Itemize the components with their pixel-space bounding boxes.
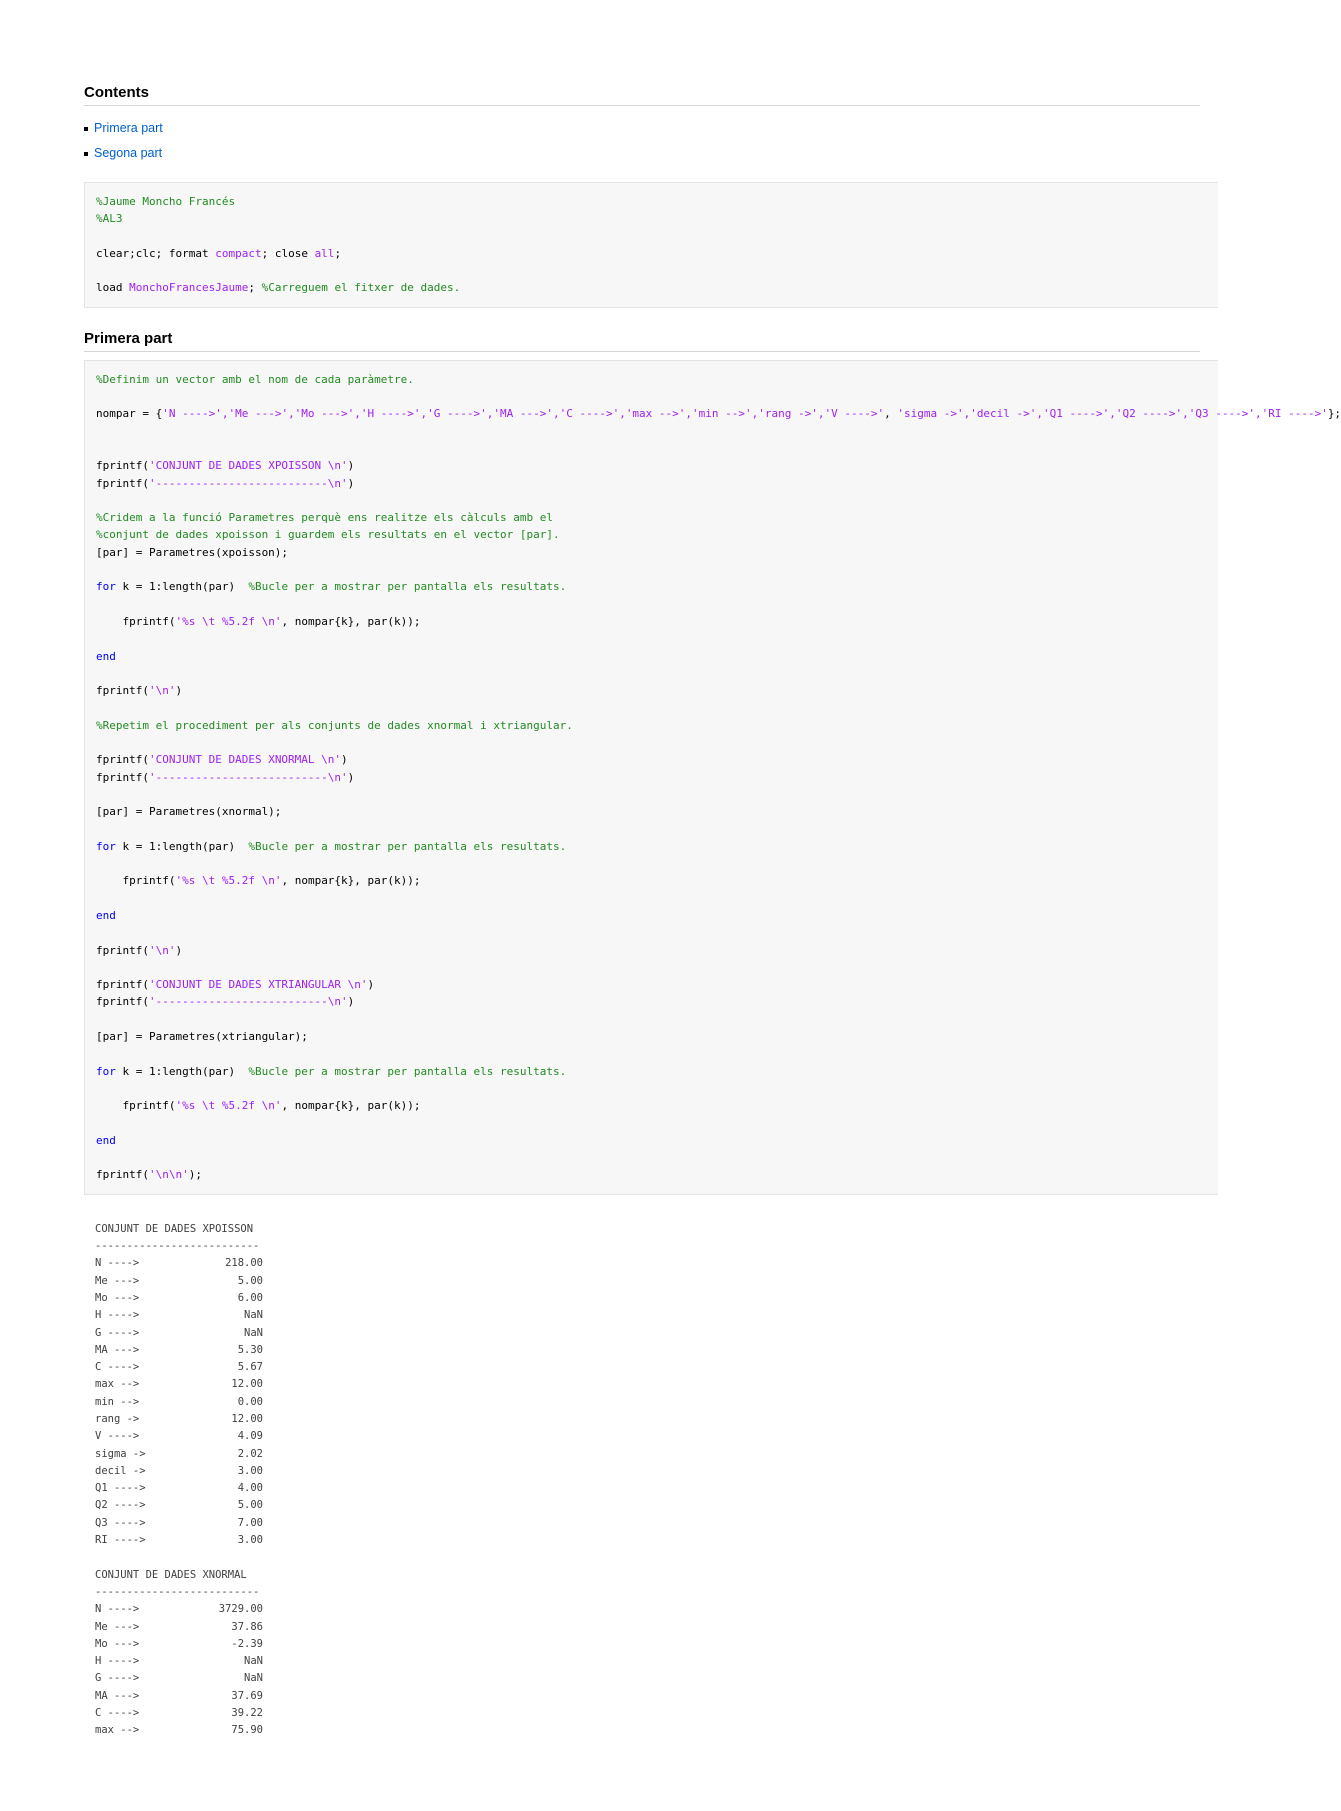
output-param-value: 37.86 <box>231 1620 263 1633</box>
code-line <box>96 890 1207 907</box>
code-comment: %Jaume Moncho Francés <box>96 195 236 208</box>
code-keyword: end <box>96 908 116 922</box>
code-line <box>96 630 1207 647</box>
code-string: all <box>314 246 335 260</box>
output-param-name: MA ---> <box>95 1689 140 1702</box>
code-text: ; <box>248 281 262 295</box>
output-row <box>95 1273 1213 1290</box>
output-row <box>95 1653 1213 1670</box>
code-text: fprintf( <box>96 770 149 784</box>
code-text: ) <box>347 459 355 473</box>
code-line <box>96 492 1207 509</box>
code-text: ) <box>347 476 355 490</box>
code-line <box>96 942 1207 959</box>
output-title: CONJUNT DE DADES XNORMAL <box>95 1568 247 1581</box>
code-line <box>96 228 1207 245</box>
output-row <box>95 1670 1213 1687</box>
code-text: ) <box>347 995 355 1009</box>
output-row <box>95 1515 1213 1532</box>
output-param-name: max --> <box>95 1378 140 1391</box>
code-string: '\n' <box>148 943 176 957</box>
code-comment: %Bucle per a mostrar per pantalla els resultats. <box>248 839 567 853</box>
output-row <box>95 1705 1213 1722</box>
code-text: fprintf( <box>96 1099 176 1113</box>
code-line <box>96 475 1207 492</box>
code-string: '%s \t %5.2f \n' <box>175 614 282 628</box>
code-text: ) <box>367 978 375 992</box>
code-string: '%s \t %5.2f \n' <box>175 1099 282 1113</box>
code-line <box>96 596 1207 613</box>
code-text: k = 1:length(par) <box>115 580 249 594</box>
primera-part-code-block <box>84 360 1341 1195</box>
output-row <box>95 1428 1213 1445</box>
code-line <box>96 279 1207 296</box>
code-text: [par] = Parametres(xpoisson); <box>96 545 289 559</box>
output-row <box>95 1376 1213 1393</box>
output-param-value: 7.00 <box>237 1516 263 1529</box>
output-param-name: sigma -> <box>95 1447 146 1460</box>
output-row <box>95 1342 1213 1359</box>
output-param-value: 218.00 <box>225 1257 263 1270</box>
code-string: '%s \t %5.2f \n' <box>175 874 282 888</box>
code-line <box>96 544 1207 561</box>
code-line <box>96 717 1207 734</box>
code-line <box>96 613 1207 630</box>
output-param-value: 3729.00 <box>218 1603 263 1616</box>
code-text: , nompar{k}, par(k)); <box>281 874 421 888</box>
code-line <box>96 1011 1207 1028</box>
code-line <box>96 821 1207 838</box>
code-text: [par] = Parametres(xnormal); <box>96 805 282 819</box>
code-line <box>96 210 1207 227</box>
code-comment: %conjunt de dades xpoisson i guardem els resultats en el vector [par]. <box>96 528 560 542</box>
output-row <box>95 1394 1213 1411</box>
code-keyword: end <box>96 649 116 663</box>
code-comment: %Bucle per a mostrar per pantalla els resultats. <box>248 1064 567 1078</box>
code-text: ); <box>188 1168 202 1182</box>
contents-list <box>84 116 1224 166</box>
code-text: fprintf( <box>96 476 149 490</box>
output-row <box>95 1601 1213 1618</box>
code-text: fprintf( <box>96 978 149 992</box>
code-text: , nompar{k}, par(k)); <box>281 614 421 628</box>
code-text: fprintf( <box>96 1168 149 1182</box>
code-line <box>96 440 1207 457</box>
code-text: fprintf( <box>96 874 176 888</box>
link-segona-part[interactable]: Segona part <box>94 146 163 160</box>
output-param-name: MA ---> <box>95 1343 140 1356</box>
output-param-value: 5.67 <box>237 1361 263 1374</box>
output-param-name: max --> <box>95 1724 140 1737</box>
code-line <box>96 526 1207 543</box>
code-line <box>96 371 1207 388</box>
code-line <box>96 1115 1207 1132</box>
output-param-name: Q2 ----> <box>95 1499 146 1512</box>
output-param-name: V ----> <box>95 1430 140 1443</box>
code-line <box>96 993 1207 1010</box>
code-line <box>96 699 1207 716</box>
code-string: '--------------------------\n' <box>148 770 348 784</box>
code-string: '\n' <box>148 684 176 698</box>
output-param-name: Q3 ----> <box>95 1516 146 1529</box>
output-param-value: NaN <box>244 1672 263 1685</box>
code-string: 'CONJUNT DE DADES XTRIANGULAR \n' <box>148 978 368 992</box>
contents-item-primera <box>84 116 1224 141</box>
code-line <box>96 855 1207 872</box>
output-param-name: Mo ---> <box>95 1291 140 1304</box>
output-param-name: G ----> <box>95 1326 140 1339</box>
code-string: '--------------------------\n' <box>148 995 348 1009</box>
code-line <box>96 751 1207 768</box>
code-comment: %Repetim el procediment per als conjunts de dades xnormal i xtriangular. <box>96 718 573 732</box>
code-string: MonchoFrancesJaume <box>129 281 249 295</box>
code-text: fprintf( <box>96 614 176 628</box>
code-text: fprintf( <box>96 753 149 767</box>
output-param-value: 12.00 <box>231 1413 263 1425</box>
code-line <box>96 457 1207 474</box>
output-param-name: decil -> <box>95 1464 146 1477</box>
output-param-value: 0.00 <box>237 1395 263 1408</box>
intro-code-block <box>84 182 1218 308</box>
output-row <box>95 1290 1213 1307</box>
output-param-name: Me ---> <box>95 1274 140 1287</box>
code-string: '\n\n' <box>148 1168 189 1182</box>
output-param-name: H ----> <box>95 1309 140 1322</box>
code-text: ; <box>334 246 342 260</box>
code-text: fprintf( <box>96 684 149 698</box>
command-output <box>84 1221 1224 1740</box>
output-param-name: Q1 ----> <box>95 1482 146 1495</box>
code-line <box>96 561 1207 578</box>
output-row <box>95 1532 1213 1549</box>
code-line <box>96 509 1207 526</box>
output-separator: -------------------------- <box>95 1585 260 1598</box>
code-line <box>96 769 1207 786</box>
contents-heading: Contents <box>84 84 1200 106</box>
code-text: k = 1:length(par) <box>115 1064 249 1078</box>
code-comment: %Carreguem el fitxer de dades. <box>261 281 461 295</box>
code-line <box>96 1045 1207 1062</box>
output-row <box>95 1255 1213 1272</box>
code-keyword: for <box>96 580 116 594</box>
output-param-value: 3.00 <box>237 1464 263 1477</box>
output-param-name: RI ----> <box>95 1534 146 1547</box>
output-param-name: rang -> <box>95 1413 140 1425</box>
output-row <box>95 1619 1213 1636</box>
output-row <box>95 1722 1213 1739</box>
code-string: 'CONJUNT DE DADES XPOISSON \n' <box>148 459 348 473</box>
code-comment: %Bucle per a mostrar per pantalla els resultats. <box>248 580 567 594</box>
code-text: load <box>96 281 130 295</box>
code-string: '--------------------------\n' <box>148 476 348 490</box>
code-line <box>96 734 1207 751</box>
code-text: fprintf( <box>96 995 149 1009</box>
code-line <box>96 1028 1207 1045</box>
code-string: 'N ---->','Me --->','Mo --->','H ---->','G ---->','MA --->','C ---->','max -->','min -->','rang ->','V ---->' <box>162 407 885 421</box>
code-line <box>96 1132 1207 1149</box>
output-param-value: 5.30 <box>237 1343 263 1356</box>
document-page <box>84 84 1341 1740</box>
code-line <box>96 578 1207 595</box>
code-text: fprintf( <box>96 943 149 957</box>
code-text: , <box>884 407 898 421</box>
output-row <box>95 1480 1213 1497</box>
code-text: ) <box>175 943 183 957</box>
code-line <box>96 976 1207 993</box>
output-param-value: 6.00 <box>237 1291 263 1304</box>
output-row <box>95 1636 1213 1653</box>
output-param-value: 4.00 <box>237 1482 263 1495</box>
output-param-value: 4.09 <box>237 1430 263 1443</box>
code-line <box>96 245 1207 262</box>
output-param-name: Me ---> <box>95 1620 140 1633</box>
code-line <box>96 423 1207 440</box>
code-text: clear;clc; format <box>96 246 216 260</box>
output-param-value: 37.69 <box>231 1689 263 1702</box>
output-row <box>95 1411 1213 1428</box>
code-line <box>96 405 1341 422</box>
code-line <box>96 786 1207 803</box>
output-param-value: -2.39 <box>231 1637 263 1650</box>
output-row <box>95 1463 1213 1480</box>
code-string: 'sigma ->','decil ->','Q1 ---->','Q2 ---->','Q3 ---->','RI ---->' <box>897 407 1328 421</box>
code-line <box>96 838 1207 855</box>
code-text: fprintf( <box>96 459 149 473</box>
code-line <box>96 1149 1207 1166</box>
output-separator: -------------------------- <box>95 1240 260 1253</box>
output-row <box>95 1688 1213 1705</box>
code-line <box>96 1166 1207 1183</box>
output-param-name: min --> <box>95 1395 140 1408</box>
output-param-value: 3.00 <box>237 1534 263 1547</box>
code-text: ; close <box>261 246 315 260</box>
output-param-value: 39.22 <box>231 1707 263 1720</box>
code-line <box>96 1063 1207 1080</box>
code-text: ) <box>341 753 348 767</box>
code-line <box>96 1097 1207 1114</box>
code-line <box>96 665 1207 682</box>
output-param-value: NaN <box>244 1326 263 1339</box>
code-line <box>96 262 1207 279</box>
code-line <box>96 924 1207 941</box>
code-keyword: for <box>96 839 116 853</box>
code-text: ) <box>175 684 183 698</box>
output-param-name: H ----> <box>95 1655 140 1668</box>
code-line <box>96 648 1207 665</box>
output-param-value: 2.02 <box>237 1447 263 1460</box>
code-comment: %Cridem a la funció Parametres perquè ens realitze els càlculs amb el <box>96 511 553 525</box>
code-line <box>96 1080 1207 1097</box>
code-comment: %Definim un vector amb el nom de cada paràmetre. <box>96 372 414 386</box>
code-line <box>96 872 1207 889</box>
code-line <box>96 388 1207 405</box>
output-param-value: NaN <box>244 1655 263 1668</box>
code-line <box>96 959 1207 976</box>
code-string: 'CONJUNT DE DADES XNORMAL \n' <box>148 753 342 767</box>
code-line <box>96 907 1207 924</box>
code-text: [par] = Parametres(xtriangular); <box>96 1030 308 1044</box>
output-row <box>95 1359 1213 1376</box>
code-string: compact <box>215 246 262 260</box>
output-param-name: N ----> <box>95 1603 140 1616</box>
link-primera-part[interactable]: Primera part <box>94 121 163 135</box>
output-param-name: C ----> <box>95 1707 140 1720</box>
code-text: k = 1:length(par) <box>115 839 249 853</box>
code-keyword: end <box>96 1133 116 1147</box>
output-row <box>95 1325 1213 1342</box>
output-title: CONJUNT DE DADES XPOISSON <box>95 1222 254 1235</box>
output-param-value: NaN <box>244 1309 263 1322</box>
code-keyword: for <box>96 1064 116 1078</box>
output-param-name: N ----> <box>95 1257 140 1270</box>
contents-item-segona <box>84 141 1224 166</box>
code-text: ) <box>347 770 355 784</box>
output-param-value: 5.00 <box>237 1499 263 1512</box>
code-line <box>96 682 1207 699</box>
code-text: , nompar{k}, par(k)); <box>281 1099 421 1113</box>
code-line <box>96 193 1207 210</box>
output-row <box>95 1497 1213 1514</box>
output-row <box>95 1446 1213 1463</box>
output-param-name: C ----> <box>95 1361 140 1374</box>
code-text: nompar = { <box>96 407 163 421</box>
output-param-value: 75.90 <box>231 1724 263 1737</box>
output-row <box>95 1307 1213 1324</box>
code-line <box>96 803 1207 820</box>
output-param-value: 5.00 <box>237 1274 263 1287</box>
code-comment: %AL3 <box>96 212 123 226</box>
section-heading-primera-part: Primera part <box>84 330 1200 352</box>
output-param-name: G ----> <box>95 1672 140 1685</box>
output-param-value: 12.00 <box>231 1378 263 1391</box>
code-text: }; <box>1327 407 1341 421</box>
output-param-name: Mo ---> <box>95 1637 140 1650</box>
